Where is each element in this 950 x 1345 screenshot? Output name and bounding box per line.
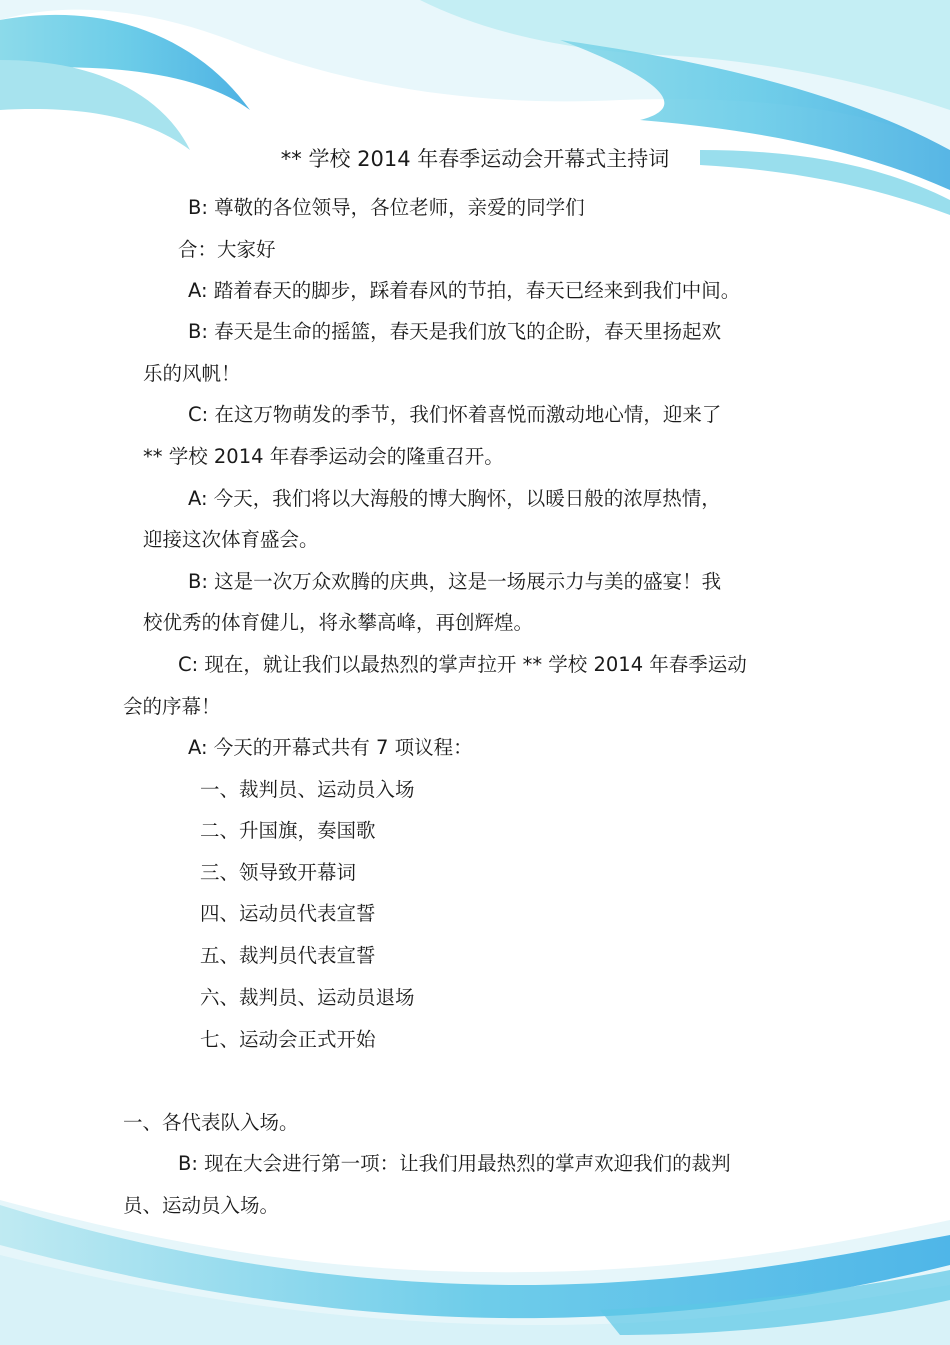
text-line: A: 踏着春天的脚步，踩着春风的节拍，春天已经来到我们中间。 — [188, 279, 741, 302]
text-line: A: 今天，我们将以大海般的博大胸怀，以暖日般的浓厚热情， — [188, 487, 721, 510]
document-title: ** 学校 2014 年春季运动会开幕式主持词 — [280, 147, 670, 171]
agenda-item: 一、裁判员、运动员入场 — [200, 778, 415, 801]
text-line: 员、运动员入场。 — [123, 1194, 280, 1217]
text-line: 乐的风帆！ — [143, 362, 241, 385]
text-line: 会的序幕！ — [123, 695, 221, 718]
text-line: 合：大家好 — [178, 238, 276, 261]
text-line: 校优秀的体育健儿，将永攀高峰，再创辉煌。 — [143, 611, 534, 634]
text-line: 迎接这次体育盛会。 — [143, 528, 319, 551]
text-line: B: 现在大会进行第一项：让我们用最热烈的掌声欢迎我们的裁判 — [178, 1152, 731, 1175]
text-line: B: 这是一次万众欢腾的庆典，这是一场展示力与美的盛宴！我 — [188, 570, 722, 593]
agenda-item: 四、运动员代表宣誓 — [200, 902, 376, 925]
text-line: B: 尊敬的各位领导，各位老师，亲爱的同学们 — [188, 196, 585, 219]
section-heading: 一、各代表队入场。 — [123, 1111, 299, 1134]
agenda-item: 七、运动会正式开始 — [200, 1028, 376, 1051]
text-line: C: 在这万物萌发的季节，我们怀着喜悦而激动地心情，迎来了 — [188, 403, 722, 426]
text-line: ** 学校 2014 年春季运动会的隆重召开。 — [143, 445, 504, 468]
text-line: A: 今天的开幕式共有 7 项议程： — [188, 736, 473, 759]
agenda-item: 三、领导致开幕词 — [200, 861, 357, 884]
text-line: C: 现在，就让我们以最热烈的掌声拉开 ** 学校 2014 年春季运动 — [178, 653, 747, 676]
agenda-item: 二、升国旗，奏国歌 — [200, 819, 376, 842]
agenda-item: 五、裁判员代表宣誓 — [200, 944, 376, 967]
agenda-item: 六、裁判员、运动员退场 — [200, 986, 415, 1009]
text-line: B: 春天是生命的摇篮，春天是我们放飞的企盼，春天里扬起欢 — [188, 320, 722, 343]
